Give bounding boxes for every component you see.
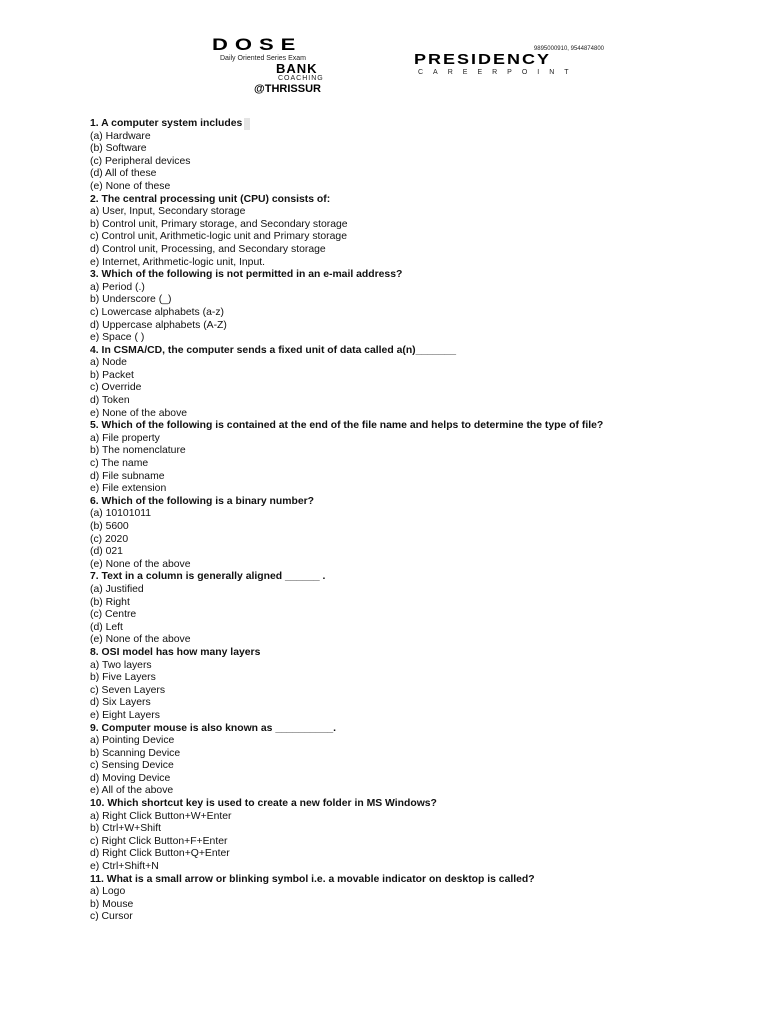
answer-option: e) Internet, Arithmetic-logic unit, Input. — [90, 256, 265, 268]
dose-logo-title: DOSE — [212, 35, 303, 54]
answer-option: (b) Software — [90, 143, 147, 155]
answer-option: d) Control unit, Processing, and Secondary storage — [90, 243, 326, 255]
answer-option: e) Ctrl+Shift+N — [90, 861, 159, 873]
answer-option: (c) Peripheral devices — [90, 155, 191, 167]
question-title: 3. Which of the following is not permitted in an e-mail address? — [90, 269, 403, 281]
answer-option: (d) 021 — [90, 546, 123, 558]
question-title: 1. A computer system includes — [90, 118, 730, 131]
answer-option: a) Period (.) — [90, 281, 145, 293]
question-title: 4. In CSMA/CD, the computer sends a fixed unit of data called a(n)_______ — [90, 344, 457, 356]
answer-option: a) Node — [90, 357, 127, 369]
question-block — [90, 118, 730, 194]
text-cursor-highlight — [244, 118, 250, 130]
question-title: 5. Which of the following is contained at the end of the file name and helps to determine the type of file? — [90, 420, 604, 432]
answer-option: (d) Left — [90, 621, 123, 633]
question-block — [90, 269, 730, 345]
answer-option: d) Uppercase alphabets (A-Z) — [90, 319, 227, 331]
question-title: 9. Computer mouse is also known as __________. — [90, 722, 337, 734]
answer-option: a) File property — [90, 432, 160, 444]
presidency-careerpoint-logo — [414, 46, 610, 77]
answer-option: e) Eight Layers — [90, 709, 160, 721]
answer-option: b) Control unit, Primary storage, and Secondary storage — [90, 218, 348, 230]
question-block — [90, 798, 730, 874]
answer-option: d) Moving Device — [90, 772, 171, 784]
answer-option: (b) Right — [90, 596, 130, 608]
answer-option: a) Two layers — [90, 659, 152, 671]
answer-option: (c) Centre — [90, 609, 137, 621]
answer-option: b) Mouse — [90, 898, 134, 910]
answer-option: (b) 5600 — [90, 521, 129, 532]
answer-option: a) Right Click Button+W+Enter — [90, 810, 232, 822]
dose-bank-coaching-logo — [212, 35, 357, 95]
question-block — [90, 647, 730, 723]
answer-option: c) Lowercase alphabets (a-z) — [90, 306, 224, 318]
question-title: 11. What is a small arrow or blinking symbol i.e. a movable indicator on desktop is called? — [90, 873, 535, 885]
answer-option: b) Ctrl+W+Shift — [90, 823, 162, 835]
answer-option: e) None of the above — [90, 407, 188, 419]
answer-option: c) The name — [90, 458, 149, 470]
page-header — [0, 0, 770, 110]
answer-option: c) Override — [90, 382, 142, 394]
dose-logo-coaching: COACHING — [278, 75, 324, 82]
answer-option: a) Pointing Device — [90, 735, 175, 747]
question-block — [90, 874, 730, 924]
answer-option: b) Five Layers — [90, 672, 156, 684]
answer-option: (a) Justified — [90, 583, 144, 595]
question-list — [90, 118, 730, 924]
answer-option: (d) All of these — [90, 168, 157, 180]
question-title: 7. Text in a column is generally aligned ______ . — [90, 571, 326, 583]
answer-option: b) The nomenclature — [90, 445, 186, 457]
answer-option: (e) None of the above — [90, 558, 191, 570]
answer-option: c) Seven Layers — [90, 684, 166, 696]
answer-option: d) Right Click Button+Q+Enter — [90, 848, 230, 860]
answer-option: d) File subname — [90, 470, 165, 482]
answer-option: d) Six Layers — [90, 697, 151, 709]
answer-option: (a) 10101011 — [90, 508, 152, 520]
question-block — [90, 571, 730, 647]
presidency-name: PRESIDENCY — [414, 51, 552, 68]
question-title: 8. OSI model has how many layers — [90, 646, 261, 658]
answer-option: (e) None of the above — [90, 634, 191, 646]
question-block — [90, 420, 730, 496]
question-block — [90, 723, 730, 799]
answer-option: (a) Hardware — [90, 130, 151, 142]
answer-option: e) Space ( ) — [90, 332, 145, 344]
question-block — [90, 194, 730, 270]
answer-option: b) Scanning Device — [90, 747, 181, 759]
answer-option: a) User, Input, Secondary storage — [90, 206, 246, 218]
presidency-phone: 9895000910, 9544874800 — [533, 46, 604, 52]
dose-logo-subtitle: Daily Oriented Series Exam — [220, 55, 306, 62]
answer-option: c) Sensing Device — [90, 760, 174, 772]
answer-option: d) Token — [90, 395, 130, 407]
presidency-tagline: CAREERPOINT — [418, 69, 579, 76]
answer-option: e) All of the above — [90, 785, 174, 797]
question-title: 10. Which shortcut key is used to create a new folder in MS Windows? — [90, 798, 437, 810]
dose-logo-bank: BANK — [276, 61, 318, 76]
question-title: 2. The central processing unit (CPU) consists of: — [90, 193, 331, 205]
answer-option: c) Control unit, Arithmetic-logic unit and Primary storage — [90, 231, 347, 243]
answer-option: e) File extension — [90, 483, 167, 495]
answer-option: b) Underscore (_) — [90, 294, 172, 306]
question-title: 6. Which of the following is a binary number? — [90, 495, 314, 507]
dose-logo-location: @THRISSUR — [254, 83, 321, 95]
answer-option: (c) 2020 — [90, 533, 129, 545]
answer-option: (e) None of these — [90, 180, 171, 192]
answer-option: c) Cursor — [90, 911, 133, 923]
answer-option: b) Packet — [90, 369, 134, 381]
answer-option: a) Logo — [90, 886, 126, 898]
question-block — [90, 345, 730, 421]
answer-option: c) Right Click Button+F+Enter — [90, 835, 228, 847]
question-block — [90, 496, 730, 572]
